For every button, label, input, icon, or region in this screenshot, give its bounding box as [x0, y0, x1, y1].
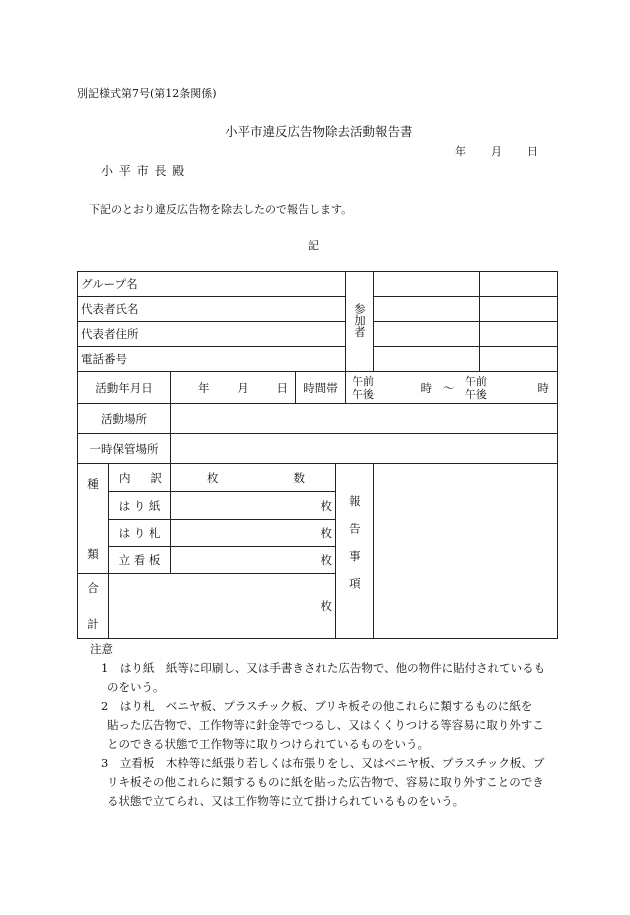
year-label: 年	[198, 380, 210, 395]
end-hour-label: 時	[537, 380, 550, 395]
note-line: 2 はり札 ベニヤ板、プラスチック板、ブリキ板その他これらに類するものに紙を	[101, 699, 533, 713]
form-number: 別記様式第7号(第12条関係)	[77, 87, 217, 100]
harigami-label: は り 紙	[109, 492, 171, 520]
storage-place-field[interactable]	[171, 434, 558, 464]
rep-name-label: 代表者氏名	[78, 297, 346, 322]
harifuda-count[interactable]: 枚	[171, 520, 336, 547]
tatekanban-label: 立 看 板	[109, 547, 171, 574]
breakdown-header: 内 訳	[109, 464, 171, 492]
group-name-label: グループ名	[78, 272, 346, 297]
activity-place-label: 活動場所	[78, 404, 171, 434]
row-breakdown-header	[78, 464, 558, 492]
month-label: 月	[237, 380, 249, 395]
report-items-field[interactable]	[374, 464, 558, 639]
participant-cell[interactable]	[374, 322, 480, 347]
row-rep-address	[78, 322, 558, 347]
participant-cell[interactable]	[480, 322, 558, 347]
note-line: 貼った広告物で、工作物等に針金等でつるし、又はくくりつける等容易に取り外すこ	[107, 718, 544, 732]
participant-cell[interactable]	[374, 297, 480, 322]
row-activity-place	[78, 404, 558, 434]
row-activity-date	[78, 372, 558, 404]
tatekanban-count[interactable]: 枚	[171, 547, 336, 574]
date-year-label: 年	[455, 145, 466, 158]
report-form-table	[77, 271, 558, 639]
time-period-label: 時間帯	[296, 372, 346, 404]
participant-cell[interactable]	[480, 272, 558, 297]
note-line: 3 立看板 木枠等に紙張り若しくは布張りをし、又はベニヤ板、プラスチック板、ブ	[101, 756, 545, 770]
time-period-field[interactable]	[346, 372, 558, 404]
page-title: 小平市違反広告物除去活動報告書	[225, 124, 413, 139]
participants-label: 参加者	[346, 272, 374, 372]
note-line: る状態で立てられ、又は工作物等に立て掛けられているものをいう。	[107, 794, 465, 808]
row-rep-name	[78, 297, 558, 322]
phone-label: 電話番号	[78, 347, 346, 372]
note-line: とのできる状態で工作物等に取りつけられているものをいう。	[107, 737, 429, 751]
date-month-label: 月	[491, 145, 502, 158]
participant-cell[interactable]	[374, 347, 480, 372]
intro-text: 下記のとおり違反広告物を除去したので報告します。	[89, 203, 353, 216]
notes-heading: 注意	[90, 642, 113, 656]
harifuda-label: は り 札	[109, 520, 171, 547]
count-header: 枚 数	[171, 464, 336, 492]
activity-date-label: 活動年月日	[78, 372, 171, 404]
activity-date-field[interactable]	[171, 372, 296, 404]
report-items-label: 報告事項	[336, 464, 374, 639]
harigami-count[interactable]: 枚	[171, 492, 336, 520]
tilde: 〜	[442, 380, 455, 395]
start-hour-label: 時	[420, 380, 433, 395]
participant-cell[interactable]	[480, 297, 558, 322]
activity-place-field[interactable]	[171, 404, 558, 434]
total-count[interactable]: 枚	[109, 574, 336, 639]
day-label: 日	[276, 380, 288, 395]
participant-cell[interactable]	[374, 272, 480, 297]
end-ampm: 午前 午後	[464, 374, 487, 401]
date-day-label: 日	[527, 145, 538, 158]
addressee: 小 平 市 長 殿	[101, 164, 185, 178]
note-line: のをいう。	[107, 680, 165, 694]
row-phone	[78, 347, 558, 372]
start-ampm: 午前 午後	[352, 374, 375, 401]
note-line: リキ板その他これらに類するものに紙を貼った広告物で、容易に取り外すことのでき	[107, 775, 544, 789]
row-storage-place	[78, 434, 558, 464]
row-group-name	[78, 272, 558, 297]
ki-label: 記	[308, 239, 319, 252]
participant-cell[interactable]	[480, 347, 558, 372]
type-label: 種 類	[78, 464, 109, 574]
rep-address-label: 代表者住所	[78, 322, 346, 347]
total-label: 合 計	[78, 574, 109, 639]
storage-place-label: 一時保管場所	[78, 434, 171, 464]
note-line: 1 はり紙 紙等に印刷し、又は手書きされた広告物で、他の物件に貼付されているも	[101, 661, 546, 675]
